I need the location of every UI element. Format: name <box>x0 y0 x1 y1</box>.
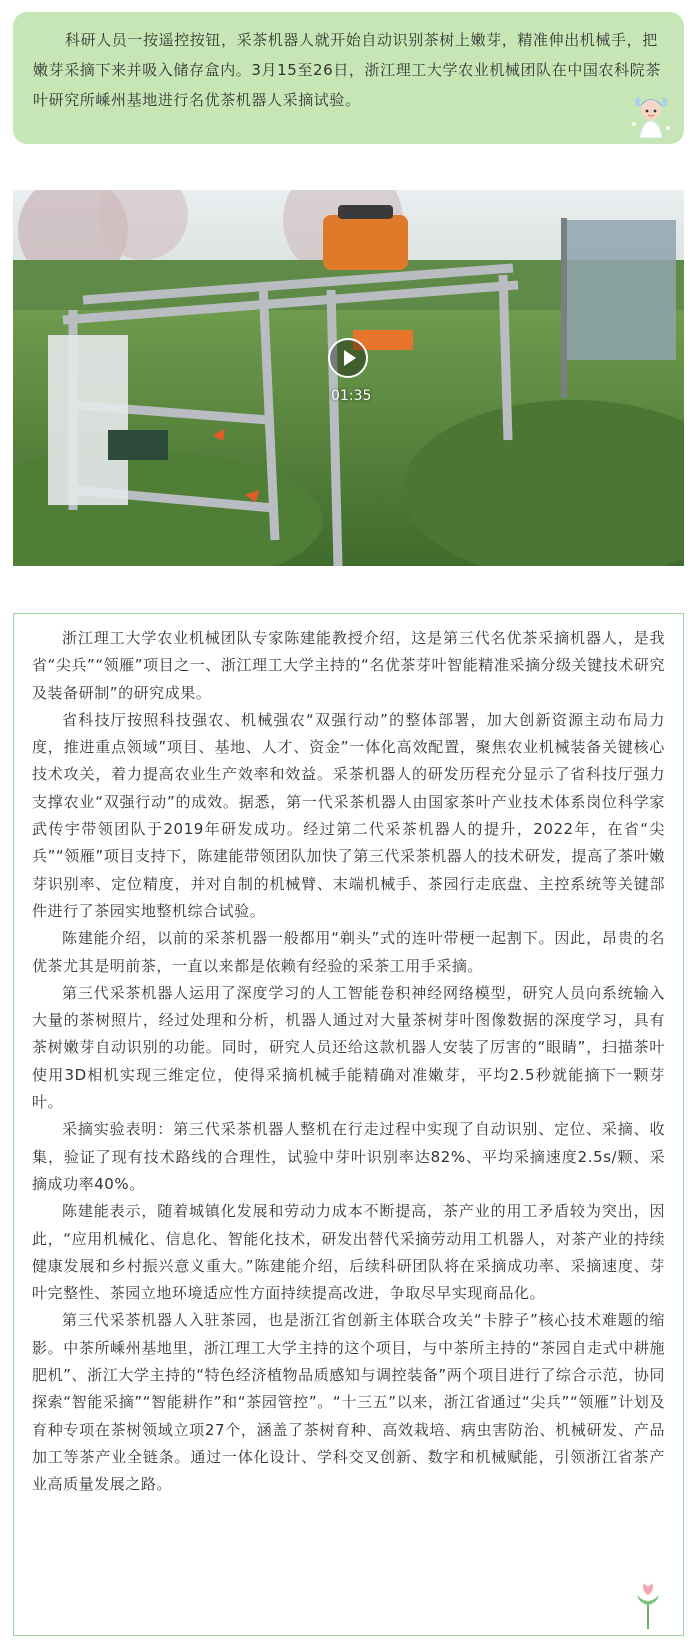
video-player[interactable] <box>13 190 684 566</box>
article-paragraph: 省科技厅按照科技强农、机械强农“双强行动”的整体部署，加大创新资源主动布局力度，推进重点领域”项目、基地、人才、资金”一体化高效配置，聚焦农业机械装备关键核心技术攻关，着力提高农业生产效率和效益。采茶机器人的研发历程充分显示了省科技厅强力支撑农业“双强行动”的成效。据悉，第一代采茶机器人由国家茶叶产业技术体系岗位科学家武传宇带领团队于2019年研发成功。经过第二代采茶机器人的提升，2022年，在省“尖兵”“领雁”项目支持下，陈建能带领团队加快了第三代采茶机器人的技术研发，提高了茶叶嫩芽识别率、定位精度，并对自制的机械臂、末端机械手、茶园行走底盘、主控系统等关键部件进行了茶园实地整机综合试验。 <box>32 710 665 920</box>
intro-text: 科研人员一按遥控按钮，采茶机器人就开始自动识别茶树上嫩芽，精准伸出机械手，把嫩芽采摘下来并吸入储存盒内。3月15至26日，浙江理工大学农业机械团队在中国农科院茶叶研究所嵊州基地进行名优茶机器人采摘试验。 <box>33 31 661 109</box>
article-paragraph: 陈建能介绍，以前的采茶机器一般都用“剃头”式的连叶带梗一起割下。因此，昂贵的名优茶尤其是明前茶，一直以来都是依赖有经验的采茶工用手采摘。 <box>32 929 665 975</box>
video-thumbnail-tea-robot <box>13 190 684 566</box>
lotus-leaf-icon <box>633 1581 663 1629</box>
intro-box <box>13 12 684 144</box>
article-paragraph: 采摘实验表明：第三代采茶机器人整机在行走过程中实现了自动识别、定位、采摘、收集，验证了现有技术路线的合理性，试验中芽叶识别率达82%、平均采摘速度2.5s/颗、采摘成功率40%。 <box>32 1120 665 1193</box>
article-paragraph: 第三代采茶机器人入驻茶园，也是浙江省创新主体联合攻关“卡脖子”核心技术难题的缩影。中茶所嵊州基地里，浙江理工大学主持的这个项目，与中茶所主持的“茶园自走式中耕施肥机”、浙江大学主持的“特色经济植物品质感知与调控装备”两个项目进行了综合示范，协同探索“智能采摘”“智能耕作”和“茶园管控”。“十三五”以来，浙江省通过“尖兵”“领雁”计划及育种专项在茶树领域立项27个，涵盖了茶树育种、高效栽培、病虫害防治、机械研发、产品加工等茶产业全链条。通过一体化设计、学科交叉创新、数字和机械赋能，引领浙江省茶产业高质量发展之路。 <box>32 1311 665 1494</box>
play-icon <box>330 340 366 376</box>
cartoon-girl-icon <box>630 94 672 138</box>
article-paragraph: 浙江理工大学农业机械团队专家陈建能教授介绍，这是第三代名优茶采摘机器人，是我省“尖兵”“领雁”项目之一、浙江理工大学主持的“名优茶芽叶智能精准采摘分级关键技术研究及装备研制”的研究成果。 <box>32 629 665 702</box>
article-paragraph: 陈建能表示，随着城镇化发展和劳动力成本不断提高，茶产业的用工矛盾较为突出，因此，“应用机械化、信息化、智能化技术，研发出替代采摘劳动用工机器人，对茶产业的持续健康发展和乡村振兴意义重大。”陈建能介绍，后续科研团队将在采摘成功率、采摘速度、芽叶完整性、茶园立地环境适应性方面持续提高改进，争取尽早实现商品化。 <box>32 1202 665 1303</box>
article-paragraph: 第三代采茶机器人运用了深度学习的人工智能卷积神经网络模型，研究人员向系统输入大量的茶树照片，经过处理和分析，机器人通过对大量茶树芽叶图像数据的深度学习，具有茶树嫩芽自动识别的功能。同时，研究人员还给这款机器人安装了厉害的“眼睛”，扫描茶叶使用3D相机实现三维定位，使得采摘机械手能精确对准嫩芽，平均2.5秒就能摘下一颗芽叶。 <box>32 983 665 1112</box>
play-button[interactable] <box>328 338 368 378</box>
article-box <box>13 613 684 1636</box>
video-duration: 01:35 <box>331 388 372 404</box>
